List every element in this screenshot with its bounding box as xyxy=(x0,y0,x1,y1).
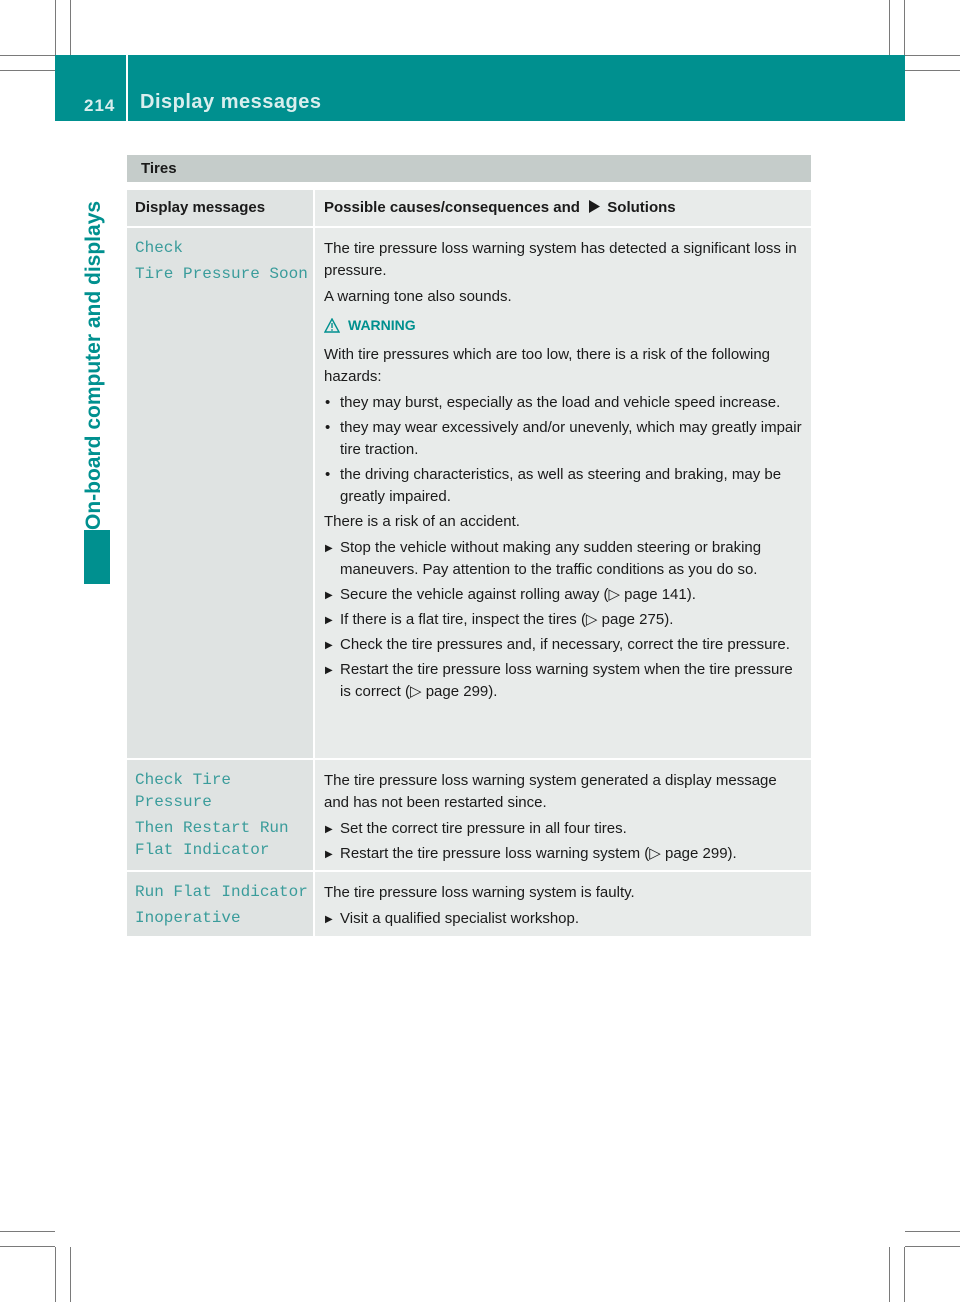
page-title: Display messages xyxy=(140,91,322,113)
bullet-text: the driving characteristics, as well as steering and braking, may be greatly impaired. xyxy=(340,466,782,505)
crop-mark xyxy=(0,1246,55,1247)
action-item xyxy=(324,843,805,865)
column-headers xyxy=(127,190,811,226)
action-text: If there is a flat tire, inspect the tires (▷ page 275). xyxy=(340,611,674,628)
display-message xyxy=(127,760,313,870)
bullet-text: they may wear excessively and/or unevenly, which may greatly impair tire traction. xyxy=(340,419,802,458)
display-message-line: Check Tire Pressure xyxy=(135,771,232,811)
crop-mark xyxy=(889,1247,890,1302)
bullet-icon: • xyxy=(325,466,331,483)
crop-mark xyxy=(904,0,905,55)
message-description xyxy=(315,228,811,758)
side-chapter-label: On-board computer and displays xyxy=(82,200,105,530)
action-text: Visit a qualified specialist workshop. xyxy=(340,910,580,927)
crop-mark xyxy=(905,1246,960,1247)
action-text: Check the tire pressures and, if necessary, correct the tire pressure. xyxy=(340,636,790,653)
action-item xyxy=(324,634,805,656)
table-row xyxy=(127,760,811,870)
description-text: A warning tone also sounds. xyxy=(324,288,512,305)
description-text: The tire pressure loss warning system generated a display message and has not been restarted since. xyxy=(324,772,777,811)
section-heading: Tires xyxy=(127,155,811,182)
description-text: With tire pressures which are too low, there is a risk of the following hazards: xyxy=(324,346,771,385)
message-description xyxy=(315,872,811,936)
action-text: Set the correct tire pressure in all four tires. xyxy=(340,820,627,837)
display-message xyxy=(127,228,313,758)
crop-mark xyxy=(70,0,71,55)
crop-mark xyxy=(55,1247,56,1302)
display-messages-table xyxy=(127,155,811,936)
col-header-causes-text: Possible causes/consequences and xyxy=(324,199,580,216)
crop-mark xyxy=(905,1231,960,1232)
action-arrow-icon: ▶ xyxy=(325,849,333,860)
header-divider xyxy=(126,55,128,121)
action-arrow-icon: ▶ xyxy=(325,824,333,835)
crop-mark xyxy=(0,55,55,56)
bullet-item xyxy=(324,417,805,461)
action-item xyxy=(324,584,805,606)
page-number: 214 xyxy=(84,96,116,115)
table-row xyxy=(127,872,811,936)
action-arrow-icon: ▶ xyxy=(325,640,333,651)
bullet-item xyxy=(324,464,805,508)
action-text: Restart the tire pressure loss warning system when the tire pressure is correct (▷ page 299). xyxy=(340,661,793,700)
crop-mark xyxy=(70,1247,71,1302)
warning-triangle-icon xyxy=(324,318,340,333)
crop-mark xyxy=(0,1231,55,1232)
crop-mark xyxy=(905,55,960,56)
side-chapter-tab xyxy=(84,530,110,584)
action-text: Restart the tire pressure loss warning system (▷ page 299). xyxy=(340,845,737,862)
action-arrow-icon: ▶ xyxy=(325,914,333,925)
action-arrow-icon: ▶ xyxy=(325,543,333,554)
action-arrow-icon: ▶ xyxy=(325,665,333,676)
table-row xyxy=(127,228,811,758)
crop-mark xyxy=(904,1247,905,1302)
display-message-line: Check xyxy=(135,239,184,257)
action-item xyxy=(324,818,805,840)
warning-label: WARNING xyxy=(348,317,416,333)
solution-arrow-icon xyxy=(589,200,600,213)
action-item xyxy=(324,659,805,703)
description-text: The tire pressure loss warning system is faulty. xyxy=(324,884,635,901)
action-item xyxy=(324,537,805,581)
description-text: There is a risk of an accident. xyxy=(324,513,520,530)
crop-mark xyxy=(0,70,55,71)
action-text: Secure the vehicle against rolling away (▷ page 141). xyxy=(340,586,696,603)
message-description xyxy=(315,760,811,870)
crop-mark xyxy=(889,0,890,55)
bullet-text: they may burst, especially as the load and vehicle speed increase. xyxy=(340,394,781,411)
display-message-line: Then Restart Run Flat Indicator xyxy=(135,819,289,859)
bullet-item xyxy=(324,392,805,414)
action-arrow-icon: ▶ xyxy=(325,615,333,626)
col-header-causes xyxy=(315,190,811,226)
display-message-line: Inoperative xyxy=(135,909,241,927)
action-text: Stop the vehicle without making any sudden steering or braking maneuvers. Pay attention to the traffic conditions as you do so. xyxy=(340,539,762,578)
description-text: The tire pressure loss warning system has detected a significant loss in pressure. xyxy=(324,240,797,279)
display-message xyxy=(127,872,313,936)
bullet-icon: • xyxy=(325,394,331,411)
action-item xyxy=(324,609,805,631)
display-message-line: Run Flat Indicator xyxy=(135,883,308,901)
warning-heading xyxy=(324,314,805,336)
action-item xyxy=(324,908,805,930)
crop-mark xyxy=(55,0,56,55)
col-header-messages: Display messages xyxy=(127,190,313,226)
display-message-line: Tire Pressure Soon xyxy=(135,265,308,283)
action-arrow-icon: ▶ xyxy=(325,590,333,601)
crop-mark xyxy=(905,70,960,71)
bullet-icon: • xyxy=(325,419,331,436)
col-header-solutions-text: Solutions xyxy=(607,199,676,216)
